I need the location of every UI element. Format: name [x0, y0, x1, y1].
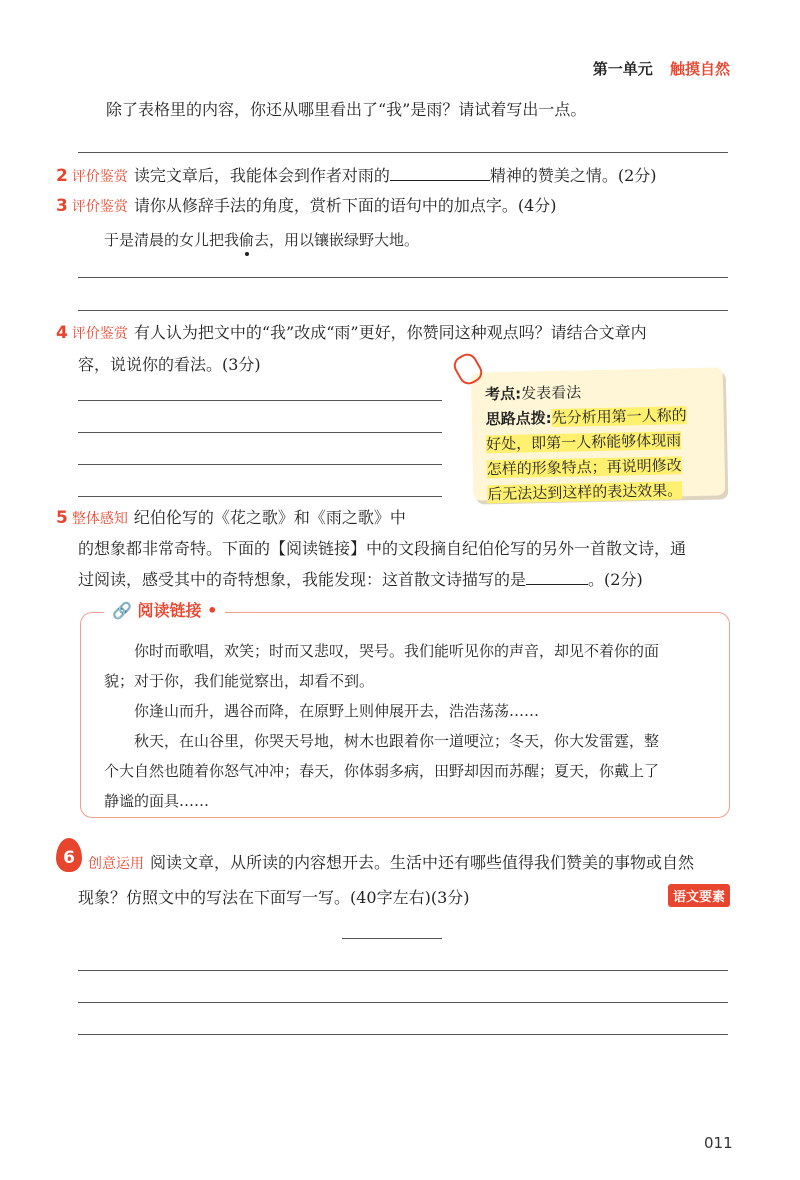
question-tag: 整体感知: [71, 511, 128, 527]
hint-label: 思路点拨:: [485, 408, 552, 429]
hint-value: 发表看法: [520, 383, 582, 403]
question-5-line-2: 的想象都非常奇特。下面的【阅读链接】中的文段摘自纪伯伦写的另外一首散文诗，通: [78, 539, 687, 558]
intro-question: 除了表格里的内容，你还从哪里看出了“我”是雨？请试着写出一点。: [106, 100, 587, 119]
reading-paragraph: 你时而歌唱，欢笑；时而又悲叹，哭号。我们能听见你的声音，却见不着你的面: [134, 642, 660, 660]
question-5: [56, 507, 406, 530]
question-4: [56, 322, 647, 345]
question-2: [56, 164, 657, 188]
answer-line[interactable]: [78, 1002, 728, 1003]
reading-link-label: [104, 598, 225, 621]
language-element-badge: 语文要素: [668, 884, 730, 907]
question-tag: 创意运用: [88, 856, 144, 872]
hint-text: 怎样的形象特点；再说明修改: [486, 456, 682, 479]
hint-row: [487, 478, 711, 508]
question-5-line-3: [78, 568, 643, 591]
answer-line[interactable]: [78, 310, 728, 311]
hint-note: [471, 367, 726, 504]
question-tag: 评价鉴赏: [71, 169, 128, 185]
quote-part: 于是清晨的女儿把我: [104, 231, 240, 249]
answer-line[interactable]: [78, 464, 442, 465]
question-4-line-2: 容，说说你的看法。(3分): [78, 355, 261, 374]
answer-line[interactable]: [78, 970, 728, 971]
answer-line[interactable]: [78, 496, 442, 497]
link-icon: 🔗: [112, 601, 132, 620]
question-6-line-1: 阅读文章，从所读的内容想开去。生活中还有哪些值得我们赞美的事物或自然: [150, 853, 695, 872]
reading-paragraph-cont: 貌；对于你，我们能觉察出，却看不到。: [104, 672, 375, 690]
reading-paragraph-cont: 静谧的面具……: [104, 792, 210, 810]
hint-text: 先分析用第一人称的: [551, 406, 687, 427]
reading-paragraph-cont: 个大自然也随着你怒气冲冲；春天，你体弱多病，田野却因而苏醒；夏天，你戴上了: [104, 762, 660, 780]
question-6: [84, 852, 694, 875]
topic-title: 触摸自然: [669, 60, 730, 78]
reading-text: [104, 636, 716, 816]
question-tag: 评价鉴赏: [71, 199, 128, 215]
question-number: 5: [56, 508, 68, 528]
unit-title: 第一单元: [592, 60, 653, 78]
question-tag: 评价鉴赏: [71, 326, 128, 342]
quoted-sentence: [104, 229, 419, 251]
page-number: 011: [704, 1134, 733, 1152]
question-number: 4: [56, 323, 68, 343]
title-blank-line[interactable]: [342, 938, 442, 939]
question-4-line-1: 有人认为把文中的“我”改成“雨”更好，你赞同这种观点吗？请结合文章内: [133, 323, 647, 342]
question-6-line-2: 现象？仿照文中的写法在下面写一写。(40字左右)(3分): [78, 888, 470, 907]
question-number: 2: [56, 166, 68, 186]
question-5-line-1: 纪伯伦写的《花之歌》和《雨之歌》中: [133, 508, 406, 527]
quote-part: 去，用以镶嵌绿野大地。: [254, 231, 420, 249]
question-2-text-after: 精神的赞美之情。(2分): [489, 166, 657, 185]
reading-link-title: 阅读链接: [137, 601, 202, 620]
question-3-text: 请你从修辞手法的角度，赏析下面的语句中的加点字。(4分): [133, 196, 557, 215]
reading-paragraph: 你逢山而升，遇谷而降，在原野上则伸展开去，浩浩荡荡……: [134, 702, 540, 720]
dot-icon: •: [207, 601, 218, 620]
flame-icon: 6: [56, 838, 82, 872]
fill-blank[interactable]: [390, 164, 490, 181]
reading-paragraph: 秋天，在山谷里，你哭天号地，树木也跟着你一道哽泣；冬天，你大发雷霆，整: [134, 732, 660, 750]
chapter-header: [593, 58, 730, 79]
question-2-text-before: 读完文章后，我能体会到作者对雨的: [133, 166, 390, 185]
answer-line[interactable]: [78, 432, 442, 433]
answer-line[interactable]: [78, 277, 728, 278]
question-3: [56, 195, 557, 218]
answer-line[interactable]: [78, 1034, 728, 1035]
hint-label: 考点:: [484, 384, 522, 404]
question-number: 3: [56, 196, 68, 216]
question-5-line-3-a: 过阅读，感受其中的奇特想象，我能发现：这首散文诗描写的是: [78, 570, 527, 589]
fill-blank[interactable]: [526, 568, 588, 585]
answer-line[interactable]: [78, 400, 442, 401]
dotted-character: 偷: [239, 231, 255, 249]
hint-text: 后无法达到这样的表达效果。: [487, 481, 683, 504]
question-5-line-3-b: 。(2分): [588, 570, 643, 589]
answer-line[interactable]: [78, 152, 728, 153]
hint-text: 好处，即第一人称能够体现雨: [486, 431, 682, 454]
